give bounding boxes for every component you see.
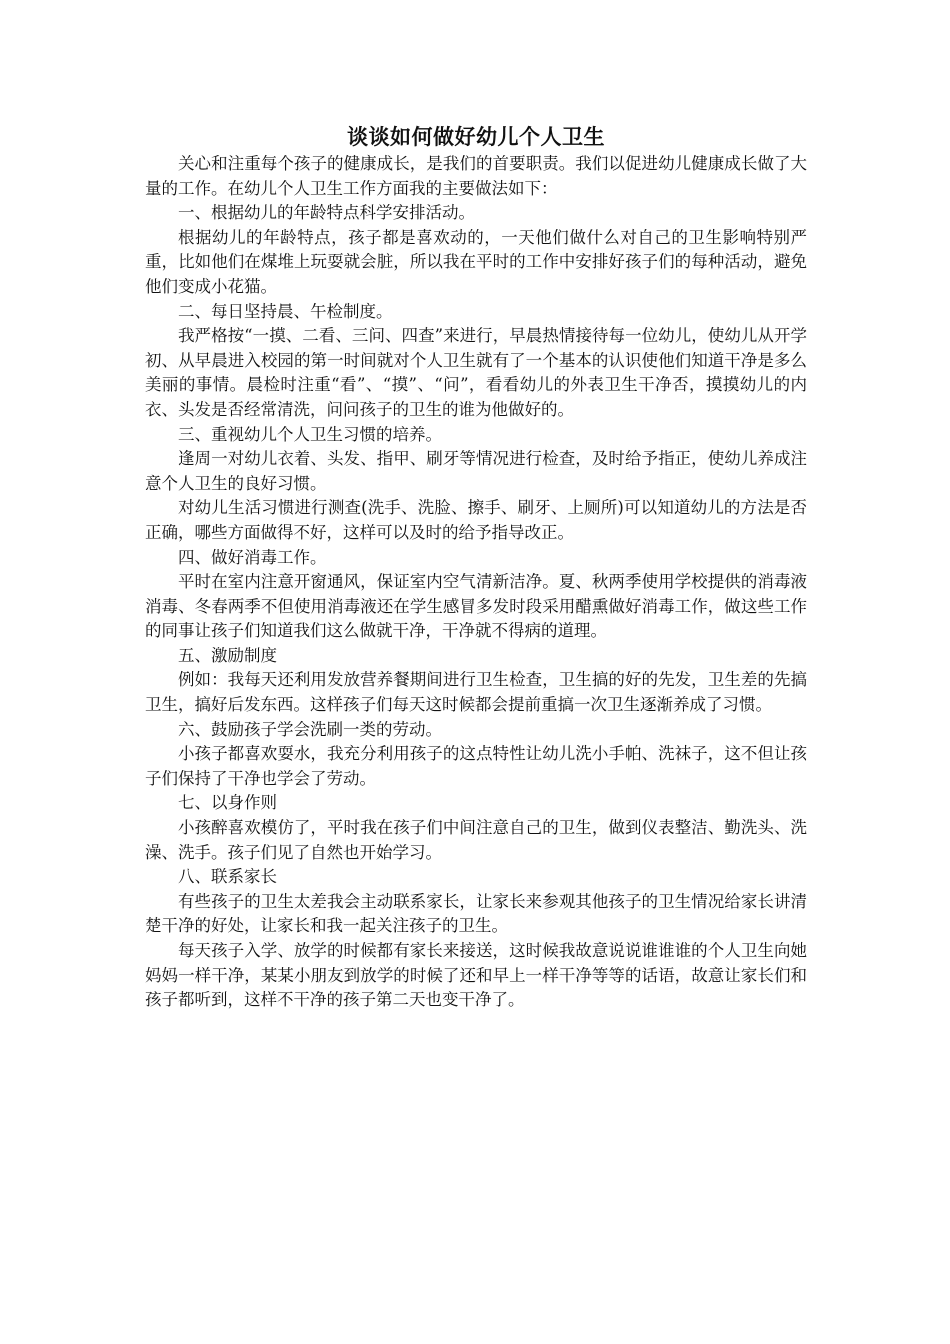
paragraph: 例如：我每天还利用发放营养餐期间进行卫生检查，卫生搞的好的先发，卫生差的先搞卫生，搞好后发东西。这样孩子们每天这时候都会提前重搞一次卫生逐渐养成了习惯。 xyxy=(145,670,807,715)
section-heading-1: 一、根据幼儿的年龄特点科学安排活动。 xyxy=(178,203,475,223)
paragraph: 小孩子都喜欢耍水，我充分利用孩子的这点特性让幼儿洗小手帕、洗袜子，这不但让孩子们保持了干净也学会了劳动。 xyxy=(145,744,807,788)
paragraph: 有些孩子的卫生太差我会主动联系家长，让家长来参观其他孩子的卫生情况给家长讲清楚干净的好处，让家长和我一起关注孩子的卫生。 xyxy=(145,891,807,936)
paragraph: 平时在室内注意开窗通风，保证室内空气清新洁净。夏、秋两季使用学校提供的消毒液消毒、冬春两季不但使用消毒液还在学生感冒多发时段采用醋熏做好消毒工作，做这些工作的同事让孩子们知道我们这么做就干净，干净就不得病的道理。 xyxy=(145,572,807,641)
paragraph: 每天孩子入学、放学的时候都有家长来接送，这时候我故意说说谁谁谁的个人卫生向她妈妈一样干净，某某小朋友到放学的时候了还和早上一样干净等等的话语，故意让家长们和孩子都听到，这样不干净的孩子第二天也变干净了。 xyxy=(145,941,807,1010)
section-heading-8: 八、联系家长 xyxy=(178,867,277,887)
section-heading-3: 三、重视幼儿个人卫生习惯的培养。 xyxy=(178,424,442,444)
paragraph: 逢周一对幼儿衣着、头发、指甲、刷牙等情况进行检查，及时给予指正，使幼儿养成注意个人卫生的良好习惯。 xyxy=(145,449,807,493)
paragraph: 小孩醉喜欢模仿了，平时我在孩子们中间注意自己的卫生，做到仪表整洁、勤洗头、洗澡、洗手。孩子们见了自然也开始学习。 xyxy=(145,818,807,862)
section-heading-5: 五、激励制度 xyxy=(178,645,277,665)
section-heading-2: 二、每日坚持晨、午检制度。 xyxy=(178,301,393,321)
document-title: 谈谈如何做好幼儿个人卫生 xyxy=(347,124,605,149)
paragraph: 根据幼儿的年龄特点，孩子都是喜欢动的，一天他们做什么对自己的卫生影响特别严重，比如他们在煤堆上玩耍就会脏，所以我在平时的工作中安排好孩子们的每种活动，避免他们变成小花猫。 xyxy=(145,227,807,296)
section-heading-7: 七、以身作则 xyxy=(178,793,277,813)
paragraph: 我严格按“一摸、二看、三问、四查”来进行，早晨热情接待每一位幼儿，使幼儿从开学初、从早晨进入校园的第一时间就对个人卫生就有了一个基本的认识使他们知道干净是多么美丽的事情。晨检时注重“看”、“摸”、“问”，看看幼儿的外表卫生干净否，摸摸幼儿的内衣、头发是否经常清洗，问问孩子的卫生的谁为他做好的。 xyxy=(145,326,807,419)
paragraph: 对幼儿生活习惯进行测查(洗手、洗脸、擦手、刷牙、上厕所)可以知道幼儿的方法是否正确，哪些方面做得不好，这样可以及时的给予指导改正。 xyxy=(145,498,807,542)
paragraph-intro: 关心和注重每个孩子的健康成长，是我们的首要职责。我们以促进幼儿健康成长做了大量的工作。在幼儿个人卫生工作方面我的主要做法如下： xyxy=(145,154,807,198)
document-body xyxy=(145,122,807,1013)
section-heading-4: 四、做好消毒工作。 xyxy=(178,547,327,567)
section-heading-6: 六、鼓励孩子学会洗刷一类的劳动。 xyxy=(178,719,442,739)
